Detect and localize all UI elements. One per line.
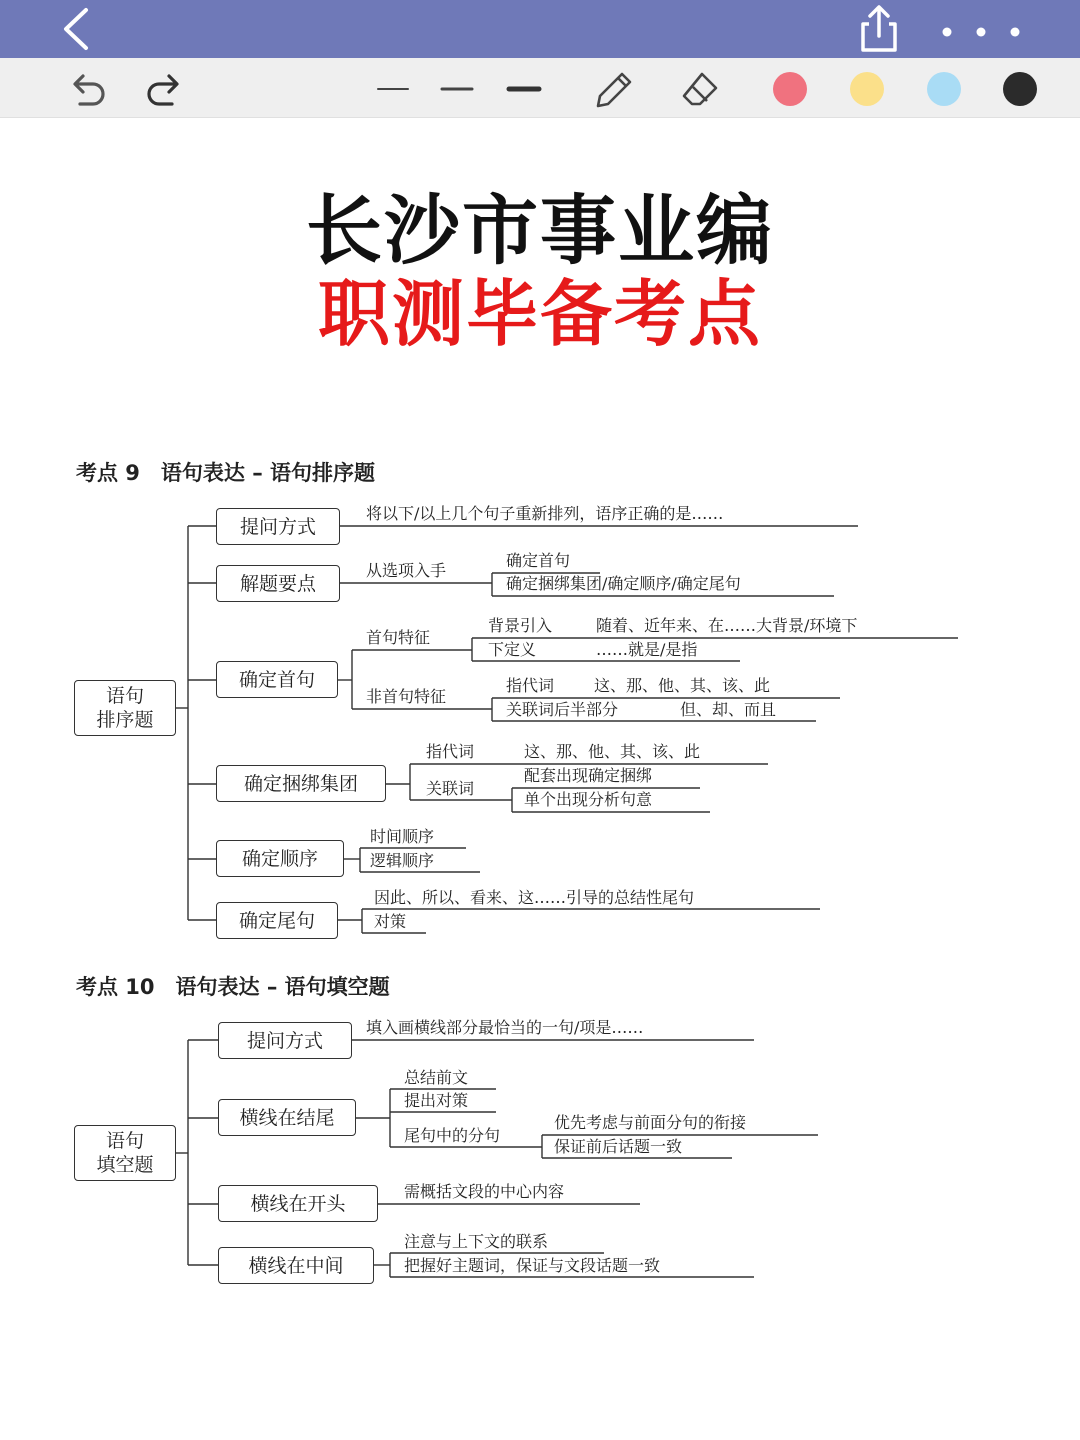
node-determine-last-sentence: 确定尾句 — [216, 902, 338, 939]
document-subtitle: 职测毕备考点 — [317, 272, 762, 356]
label-single-conjunction: 单个出现分析句意 — [524, 790, 653, 809]
node-determine-bundle-group: 确定捆绑集团 — [216, 765, 386, 802]
node-blank-in-middle: 横线在中间 — [218, 1247, 374, 1284]
label-clause-in-last-sentence: 尾句中的分句 — [404, 1126, 501, 1145]
label-link-previous-clause: 优先考虑与前面分句的衔接 — [554, 1113, 747, 1132]
label-question-format-detail: 将以下/以上几个句子重新排列，语序正确的是…… — [366, 504, 724, 523]
root-node-sentence-ordering: 语句 排序题 — [74, 680, 176, 736]
node-solving-key-points: 解题要点 — [216, 565, 340, 602]
document-title: 长沙市事业编 — [306, 186, 774, 275]
label-context-link: 注意与上下文的联系 — [404, 1232, 549, 1251]
label-keep-topic-consistent: 保证前后话题一致 — [554, 1137, 683, 1156]
label-grasp-theme-words: 把握好主题词，保证与文段话题一致 — [404, 1256, 661, 1275]
label-first-sentence-features: 首句特征 — [366, 628, 431, 647]
label-conjunction-second-half: 关联词后半部分 — [506, 700, 619, 719]
label-determine-bundle-order-last: 确定捆绑集团/确定顺序/确定尾句 — [506, 574, 741, 593]
label-start-from-options: 从选项入手 — [366, 561, 447, 580]
label-determine-first-sentence: 确定首句 — [506, 551, 571, 570]
section-10-heading: 考点 10 语句表达 – 语句填空题 — [76, 975, 390, 999]
label-demonstratives-value: 这、那、他、其、该、此 — [594, 676, 771, 695]
label-definition: 下定义 — [488, 640, 537, 659]
label-bundle-demonstratives: 指代词 — [426, 742, 475, 761]
label-summarize-previous: 总结前文 — [404, 1068, 469, 1087]
label-background-intro-value: 随着、近年来、在……大背景/环境下 — [596, 616, 858, 635]
section-9-heading: 考点 9 语句表达 – 语句排序题 — [76, 461, 376, 485]
node-question-format: 提问方式 — [216, 508, 340, 545]
node-determine-order: 确定顺序 — [216, 840, 344, 877]
label-bundle-demonstratives-value: 这、那、他、其、该、此 — [524, 742, 701, 761]
label-summarize-central-content: 需概括文段的中心内容 — [404, 1182, 565, 1201]
label-bundle-conjunctions: 关联词 — [426, 779, 475, 798]
label-non-first-sentence-features: 非首句特征 — [366, 687, 447, 706]
label-background-intro: 背景引入 — [488, 616, 553, 635]
label-summary-last-sentence: 因此、所以、看来、这……引导的总结性尾句 — [374, 888, 695, 907]
label-paired-conjunctions: 配套出现确定捆绑 — [524, 766, 653, 785]
node-blank-at-end: 横线在结尾 — [218, 1099, 356, 1136]
label-definition-value: ……就是/是指 — [596, 640, 698, 659]
label-time-order: 时间顺序 — [370, 827, 435, 846]
label-propose-countermeasure: 提出对策 — [404, 1091, 469, 1110]
label-fill-question-detail: 填入画横线部分最恰当的一句/项是…… — [366, 1018, 644, 1037]
node-determine-first-sentence: 确定首句 — [216, 661, 338, 698]
root-node-sentence-fill: 语句 填空题 — [74, 1125, 176, 1181]
label-conjunction-value: 但、却、而且 — [680, 700, 777, 719]
node-fill-question-format: 提问方式 — [218, 1022, 352, 1059]
label-logic-order: 逻辑顺序 — [370, 851, 435, 870]
node-blank-at-start: 横线在开头 — [218, 1185, 378, 1222]
label-demonstratives: 指代词 — [506, 676, 555, 695]
label-countermeasure: 对策 — [374, 912, 407, 931]
